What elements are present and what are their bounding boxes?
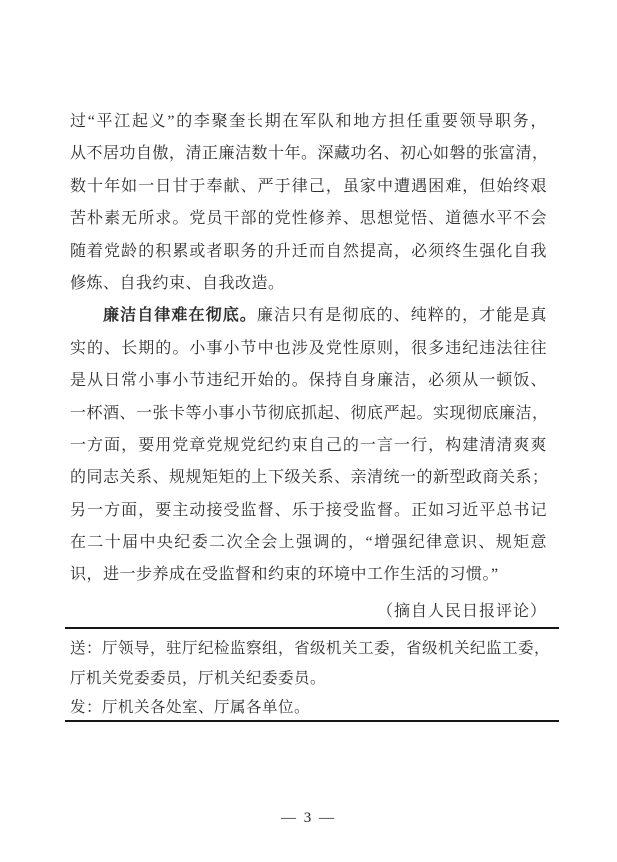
paragraph-line: 一杯酒、一张卡等小事小节彻底抓起、彻底严起。实现彻底廉洁， (70, 404, 549, 422)
paragraph-text: 廉洁只有是彻底的、纯粹的，才能是真 (256, 307, 547, 325)
paragraph-line: 在二十届中央纪委二次全会上强调的，“增强纪律意识、规矩意 (70, 534, 547, 552)
paragraph-line (70, 300, 547, 332)
paragraph-line: 从不居功自傲，清正廉洁数十年。深藏功名、初心如磐的张富清， (70, 145, 549, 163)
footer-send-line-1: 送：厅领导，驻厅纪检监察组，省级机关工委，省级机关纪监工委， (70, 640, 551, 657)
bold-lead-sentence: 廉洁自律难在彻底。 (103, 307, 257, 325)
footer-send-line-2: 厅机关党委委员，厅机关纪委委员。 (70, 670, 327, 687)
paragraph-line: 一方面，要用党章党规党纪约束自己的一言一行，构建清清爽爽 (70, 436, 547, 454)
paragraph-line: 随着党龄的积累或者职务的升迁而自然提高，必须终生强化自我 (70, 242, 547, 260)
separator-line-bottom (65, 720, 559, 722)
paragraph-line: 数十年如一日甘于奉献、严于律己，虽家中遭遇困难，但始终艰 (70, 177, 547, 195)
separator-line-top (65, 627, 559, 629)
attribution-line: （摘自人民日报评论） (376, 603, 547, 620)
paragraph-line: 的同志关系、规规矩矩的上下级关系、亲清统一的新型政商关系； (70, 469, 549, 487)
paragraph-line: 识，进一步养成在受监督和约束的环境中工作生活的习惯。” (70, 566, 499, 584)
footer-issue-line: 发：厅机关各处室、厅属各单位。 (70, 699, 311, 716)
paragraph-line: 实的、长期的。小事小节中也涉及党性原则，很多违纪违法往往 (70, 339, 547, 357)
paragraph-line: 过“平江起义”的李聚奎长期在军队和地方担任重要领导职务， (70, 113, 547, 130)
page-number: — 3 — (281, 810, 336, 826)
paragraph-line: 另一方面，要主动接受监督、乐于接受监督。正如习近平总书记 (70, 501, 547, 519)
paragraph-line: 是从日常小事小节违纪开始的。保持自身廉洁，必须从一顿饭、 (70, 372, 547, 390)
paragraph-line: 苦朴素无所求。党员干部的党性修养、思想觉悟、道德水平不会 (70, 210, 547, 228)
paragraph-line: 修炼、自我约束、自我改造。 (70, 274, 285, 292)
body-text (70, 106, 547, 592)
